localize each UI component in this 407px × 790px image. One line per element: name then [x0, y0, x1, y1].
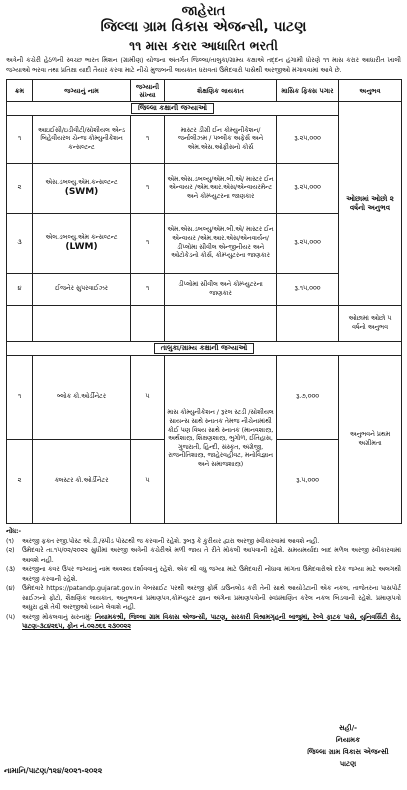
experience-taluka: અનુભવને પ્રથમ અગ્રીમતા: [339, 356, 402, 524]
row-qualification: માસ્ટર ડીગ્રી ઈન કોમ્યુનીકેશન/ જર્નાલીઝમ / પબ્લીક અફેર્સ અને એમ.એસ.ઓફીસનો કોર્સ: [165, 116, 277, 164]
row-salary: [277, 306, 339, 342]
post-name-code: (SWM): [64, 187, 99, 198]
note-item-address: (૫) અરજી મોકલવાનું સરનામું: નિયામકશ્રી, જિલ્લા ગ્રામ વિકાસ એજન્સી, પાટણ, સરકારી વિશ્રામગૃહની બાજુમાં, રેલ્વે ફાટક પાસે, યુનિવર્સિટી રોડ, પાટણ-૩૮૪૨૬૫, ફોન નં.૦૨૭૬૬ ૨૩૦૦૨૨: [6, 613, 401, 630]
col-header-post: જગ્યાનું નામ: [33, 80, 131, 102]
row-qualification-taluka: માસ કોમ્યુનીકેશન / રૂરલ સ્ટડી /સોશીયલ સાયન્સ સાથે સ્નાતક તેમજ નીચેનામાંથી કોઈ પણ વિષય સાથે સ્નાતક (માનવશાસ્ત્ર, અર્થશાસ્ત્ર, શિક્ષણશાસ્ત્ર, ભુગોળ, ઈતિહાસ, ગુજરાતી, હિન્દી, સંસ્કૃત, અંગ્રેજી, રાજનીતિશાસ્ત્ર, જાહેરવહીવટ, મનોવિજ્ઞાન અને સમાજશાસ્ત્ર): [165, 356, 277, 524]
col-header-experience: અનુભવ: [339, 80, 402, 102]
row-serial: ૪: [7, 274, 33, 306]
row-serial: ૧: [7, 116, 33, 164]
notes-section: [6, 527, 401, 632]
row-qualification: [165, 306, 277, 342]
row-count: ૧: [131, 164, 165, 214]
row-count: [131, 306, 165, 342]
post-name-text: એલ.ડબલ્યુ.એમ કન્સલ્ટન્ટ: [45, 233, 118, 241]
row-qualification: ડીપ્લોમાં સીવીલ અને કોમ્પ્યુટરના જાણકાર: [165, 274, 277, 306]
table-row: [7, 356, 402, 440]
note-item: (૪) ઉમેદવારે https://patandp.gujarat.gov.in વેબસાઈટ પરથી અરજી ફોર્મ ડાઉનલોડ કરી તેની સાથે આયોડેટાની એક નકલ, તાજેતરના પાસપોર્ટ સાઈઝનો ફોટો, શૈક્ષણિક લાયકાત, અનુભવનાં પ્રમાણપત્ર,કોમ્પ્યુટર જ્ઞાન અંગેના પ્રમાણપત્રોની સ્વપ્રમાણિત કરેલ નકલ બિડવાની રહેશે. પ્રમાણપત્રો અધુરા હશે તેવી અરજીઓ ધ્યાને લેવાશે નહી.: [6, 585, 401, 611]
note-item: (૧) અરજી ફક્ત રજી.પોસ્ટ એ.ડી./સ્પીડ પોસ્ટથી જ કરવાની રહેશે. રૂબરૂ કે કુરીયર દ્વારા અરજી સ્વીકારવામાં આવશે નહી.: [6, 537, 320, 545]
note-item: (૨) ઉમેદવારે તા.૧૫/૦૨/૨૦૨૨ સુધીમાં અરજી અત્રેની કચેરીએ મળી જાય તે રીતે મોકલી આપવાની રહેશે. સમયમર્યાદા બાદ મળેલ અરજી સ્વીકારવામાં આવશે નહી.: [6, 547, 401, 564]
row-post-name: [33, 306, 131, 342]
signature-block: [300, 722, 396, 770]
section-title-taluka: તાલુકા/ગ્રામ્ય કક્ષાની જગ્યાઓ: [154, 343, 255, 354]
col-header-serial: ક્રમ: [7, 80, 33, 102]
header-title: જાહેરાત: [181, 4, 226, 19]
note-item: (૩) અરજીના કવર ઉપર જગ્યાનું નામ અવશ્ય દર્શાવવાનું રહેશે. એક થી વધુ જગ્યા માટે ઉમેદવારી નોંધાવા માંગતા ઉમેદવારોએ દરેક જગ્યા માટે અલગથી અરજી કરવાની રહેશે.: [6, 566, 401, 583]
signatory-title: નિયામક: [335, 736, 361, 744]
posts-table: [6, 79, 402, 524]
section-row-taluka: [7, 342, 402, 356]
intro-paragraph: અત્રેની કચેરી હેઠળની સ્વચ્છ ભારત મિશન (ગ્રામીણ) યોજના અંતર્ગત જિલ્લા/તાલુકા/ગ્રામ્ય કક્ષાએ તદ્દન હંગામી ધોરણે ૧૧ માસ કરાર આધારીત ખાલી જગ્યાઓ ભરવા તથા પ્રતિક્ષા યાદી તૈયાર કરવા માટે નીચે મુજબની લાયકાત ધરાવતાં ઉમેદવારો પાસેથી અરજીઓ મંગાવવામાં આવે છે.: [6, 56, 401, 74]
post-name-code: (LWM): [65, 242, 98, 253]
col-header-salary: માસિક ફિક્સ પગાર: [277, 80, 339, 102]
experience-district: ઓછામાં ઓછો ૨ વર્ષનો અનુભવ: [339, 102, 402, 306]
row-qualification: એમ.એસ.ડબલ્યુ/એમ.બી.એ/ માસ્ટર ઈન એન્વાયર /એમ.આર.એસ/એન્વાયરમેન્ટ અને કોમ્પ્યુટરના જાણકાર: [165, 164, 277, 214]
row-count: ૫: [131, 440, 165, 524]
row-count: ૧: [131, 214, 165, 274]
row-post-name: [33, 164, 131, 214]
signatory-place: પાટણ: [339, 760, 357, 768]
row-salary: રૂ.૨૫,૦૦૦: [277, 116, 339, 164]
row-post-name: આઇઈસી/ઇડીવીટી/સોશીયલ એન્ડ બિહેવીયરલ ચેન્જ કોમ્યુનીકેશન કન્સલ્ટન્ટ: [33, 116, 131, 164]
row-count: ૫: [131, 356, 165, 440]
row-serial: [7, 306, 33, 342]
signatory-agency: જિલ્લા ગ્રામ વિકાસ એજન્સી: [307, 748, 389, 756]
row-salary: રૂ.૨૫,૦૦૦: [277, 214, 339, 274]
signature-mark: સહી/-: [338, 724, 358, 732]
address-label: અરજી મોકલવાનું સરનામું:: [22, 613, 92, 621]
experience-supervisor: ઓછામાં ઓછો ૫ વર્ષનો અનુભવ: [339, 306, 402, 342]
table-row: [7, 306, 402, 342]
section-title-district: જિલ્લા કક્ષાની જગ્યાઓ: [131, 103, 214, 114]
row-serial: ૧: [7, 356, 33, 440]
row-post-name: ક્લસ્ટર કો.ઓર્ડીનેટર: [33, 440, 131, 524]
row-post-name: બ્લોક કો.ઓર્ડીનેટર: [33, 356, 131, 440]
row-qualification: એમ.એસ.ડબલ્યુ/એમ.બી.એ/ માસ્ટર ઈન એન્વાયર /એમ.આર.એસ/એનવાર્યન/ ડીપ્લોમા સીવીલ એન્જીનીયર અને ઓટોકેડનો કોર્સ, કોમ્પ્યુટરના જાણકાર: [165, 214, 277, 274]
table-header-row: [7, 80, 402, 102]
row-salary: રૂ.૫,૦૦૦: [277, 440, 339, 524]
agency-name: જિલ્લા ગ્રામ વિકાસ એજન્સી, પાટણ: [100, 19, 307, 35]
post-name-text: એસ.ડબલ્યુ.એમ.કન્સલ્ટન્ટ: [45, 178, 118, 186]
col-header-qualification: શૈક્ષણિક લાયકાત: [165, 80, 277, 102]
row-count: ૧: [131, 274, 165, 306]
address-text: નિયામકશ્રી, જિલ્લા ગ્રામ વિકાસ એજન્સી, પાટણ, સરકારી વિશ્રામગૃહની બાજુમાં, રેલ્વે ફાટક પાસે, યુનિવર્સિટી રોડ, પાટણ-૩૮૪૨૬૫, ફોન નં.૦૨૭૬૬ ૨૩૦૦૨૨: [22, 613, 401, 630]
recruitment-title: ૧૧ માસ કરાર આધારિત ભરતી: [129, 38, 278, 53]
row-count: ૧: [131, 116, 165, 164]
row-post-name: [33, 214, 131, 274]
row-serial: ૨: [7, 164, 33, 214]
row-salary: રૂ.૧૫,૦૦૦: [277, 274, 339, 306]
row-post-name: ઈજનેર સુપરવાઈઝર: [33, 274, 131, 306]
reference-number: નામાનિ/પાટણ/૧૨૪/૨૦૨૧-૨૦૨૨: [4, 766, 103, 775]
row-salary: રૂ.૭,૦૦૦: [277, 356, 339, 440]
section-row-district: [7, 102, 402, 116]
col-header-count: જગ્યાની સંખ્યા: [131, 80, 165, 102]
notes-title: નોંધ:-: [6, 528, 22, 535]
row-salary: રૂ.૨૫,૦૦૦: [277, 164, 339, 214]
row-serial: ૩: [7, 214, 33, 274]
row-serial: ૨: [7, 440, 33, 524]
